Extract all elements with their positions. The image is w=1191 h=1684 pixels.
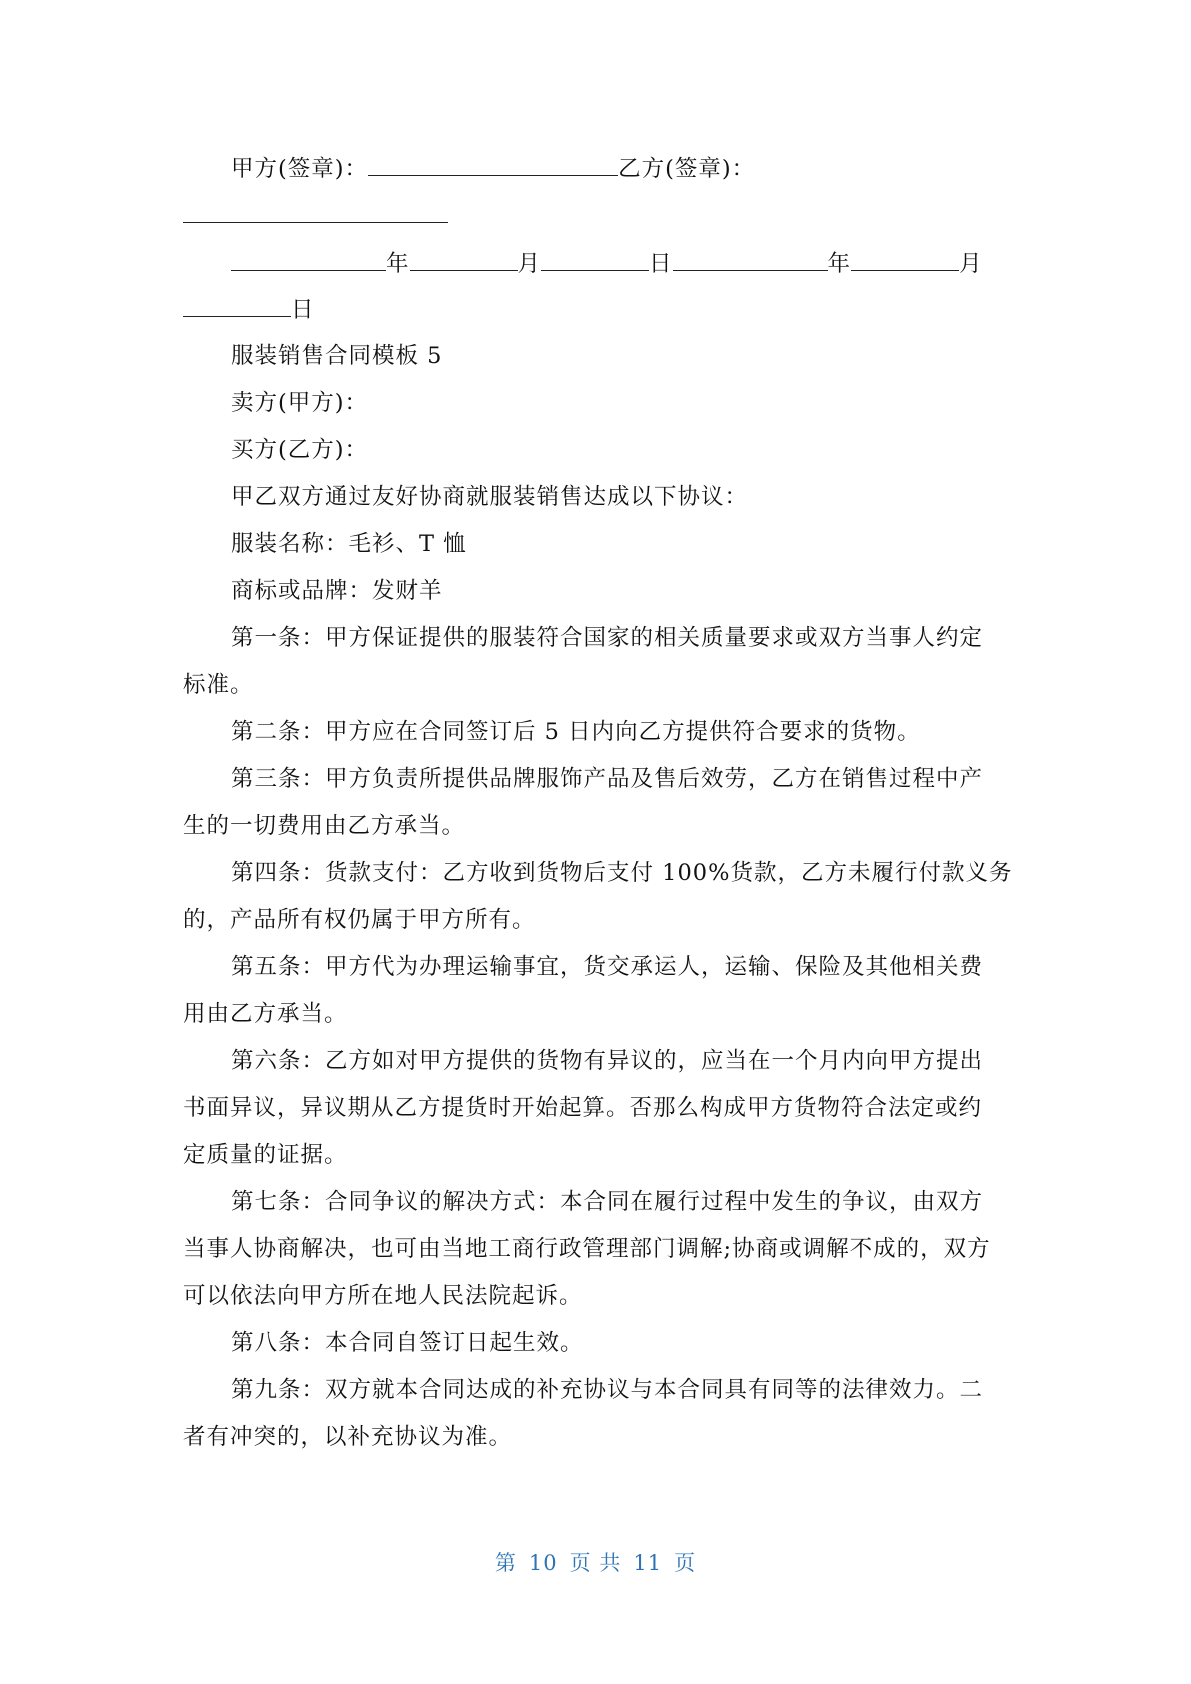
article-7-line-1: 第七条：合同争议的解决方式：本合同在履行过程中发生的争议，由双方 <box>231 1189 984 1215</box>
brand-line: 商标或品牌：发财羊 <box>231 578 443 604</box>
date-b-day-label: 日 <box>291 297 315 323</box>
footer-current-page: 10 <box>528 1551 558 1575</box>
date-a-day-label: 日 <box>649 251 673 277</box>
footer-middle: 页 共 <box>569 1551 622 1575</box>
party-b-signature-blank <box>183 200 448 223</box>
date-a-month-blank <box>410 248 518 271</box>
footer-prefix: 第 <box>494 1551 517 1575</box>
article-6-line-3: 定质量的证据。 <box>183 1142 348 1168</box>
buyer-line: 买方(乙方)： <box>231 437 369 463</box>
signature-row <box>231 153 755 184</box>
article-6-line-1: 第六条：乙方如对甲方提供的货物有异议的，应当在一个月内向甲方提出 <box>231 1048 984 1074</box>
footer-suffix: 页 <box>674 1551 697 1575</box>
party-b-signature-label: 乙方(签章)： <box>618 156 756 182</box>
article-7-line-3: 可以依法向甲方所在地人民法院起诉。 <box>183 1283 583 1309</box>
date-b-month-blank <box>851 248 959 271</box>
date-a-year-label: 年 <box>386 251 410 277</box>
article-1-line-2: 标准。 <box>183 672 254 698</box>
product-name-line: 服装名称：毛衫、T 恤 <box>231 531 467 557</box>
date-row <box>231 248 983 279</box>
article-6-line-2: 书面异议，异议期从乙方提货时开始起算。否那么构成甲方货物符合法定或约 <box>183 1095 983 1121</box>
article-2-line-1: 第二条：甲方应在合同签订后 5 日内向乙方提供符合要求的货物。 <box>231 719 921 745</box>
article-5-line-1: 第五条：甲方代为办理运输事宜，货交承运人，运输、保险及其他相关费 <box>231 954 984 980</box>
date-a-year-blank <box>231 248 386 271</box>
footer-total-pages: 11 <box>633 1551 663 1575</box>
party-b-signature-continuation <box>183 200 448 231</box>
date-b-day-blank <box>183 294 291 317</box>
article-9-line-2: 者有冲突的，以补充协议为准。 <box>183 1424 513 1450</box>
party-a-signature-label: 甲方(签章)： <box>231 156 369 182</box>
date-a-day-blank <box>541 248 649 271</box>
article-3-line-2: 生的一切费用由乙方承当。 <box>183 813 466 839</box>
article-4-line-1: 第四条：货款支付：乙方收到货物后支付 100%货款，乙方未履行付款义务 <box>231 860 1013 886</box>
date-b-month-label: 月 <box>959 251 983 277</box>
date-b-year-blank <box>673 248 828 271</box>
intro-paragraph: 甲乙双方通过友好协商就服装销售达成以下协议： <box>231 484 749 510</box>
article-3-line-1: 第三条：甲方负责所提供品牌服饰产品及售后效劳，乙方在销售过程中产 <box>231 766 984 792</box>
article-8-line-1: 第八条：本合同自签订日起生效。 <box>231 1330 584 1356</box>
date-row-continuation <box>183 294 315 325</box>
article-4-line-2: 的，产品所有权仍属于甲方所有。 <box>183 907 536 933</box>
article-1-line-1: 第一条：甲方保证提供的服装符合国家的相关质量要求或双方当事人约定 <box>231 625 984 651</box>
date-b-year-label: 年 <box>827 251 852 277</box>
date-a-month-label: 月 <box>517 251 542 277</box>
article-9-line-1: 第九条：双方就本合同达成的补充协议与本合同具有同等的法律效力。二 <box>231 1377 984 1403</box>
party-a-signature-blank <box>368 153 618 176</box>
page-footer <box>0 1547 1191 1577</box>
contract-title: 服装销售合同模板 5 <box>231 343 443 369</box>
article-5-line-2: 用由乙方承当。 <box>183 1001 348 1027</box>
seller-line: 卖方(甲方)： <box>231 390 369 416</box>
article-7-line-2: 当事人协商解决，也可由当地工商行政管理部门调解;协商或调解不成的，双方 <box>183 1236 991 1262</box>
